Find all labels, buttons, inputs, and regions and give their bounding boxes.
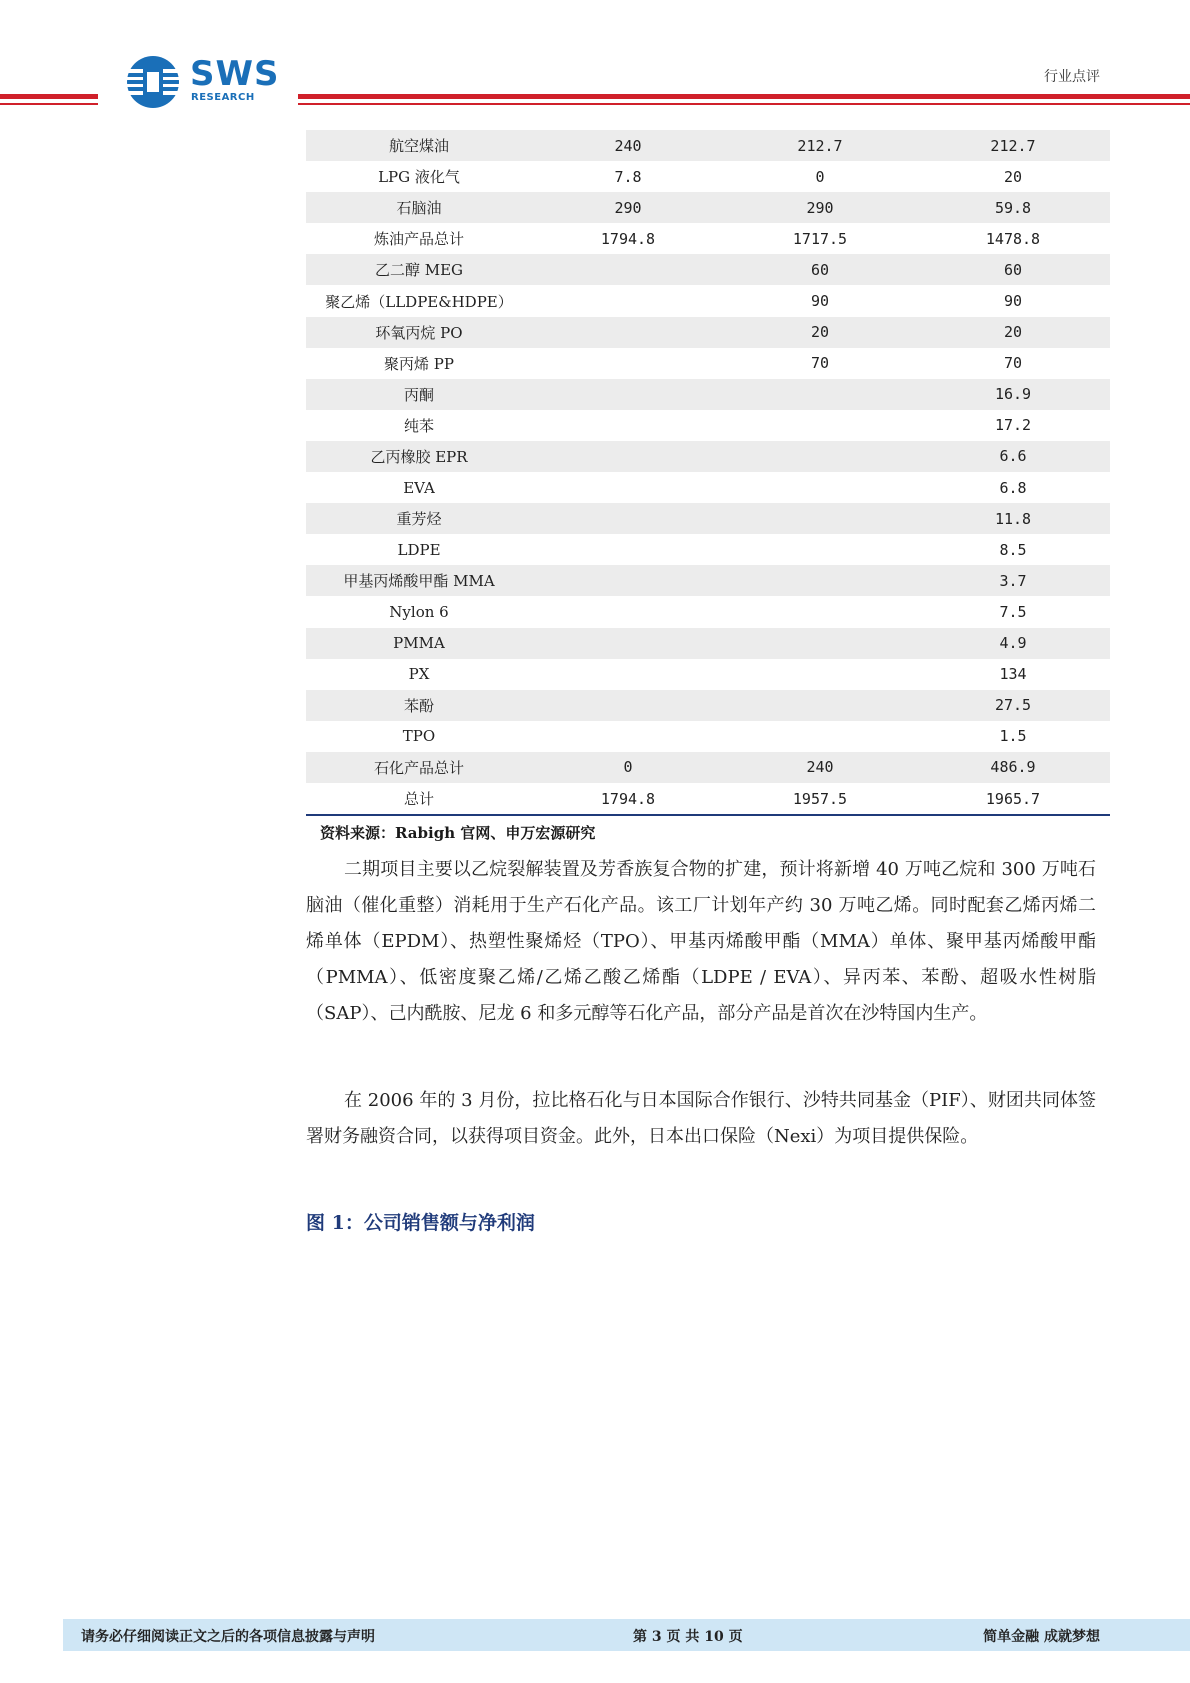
table-row <box>306 348 1110 379</box>
page-footer <box>63 1619 1190 1651</box>
table-cell-c2 <box>724 534 916 565</box>
table-cell-c3: 20 <box>916 317 1110 348</box>
table-row <box>306 223 1110 254</box>
table-cell-c1 <box>532 317 724 348</box>
table-cell-name: LPG 液化气 <box>378 168 460 187</box>
table-cell-c1 <box>532 410 724 441</box>
table-cell-c2 <box>724 503 916 534</box>
table-cell-c3: 70 <box>1003 354 1023 373</box>
table-cell-name: Nylon 6 <box>389 602 449 621</box>
table-cell-c3: 60 <box>916 254 1110 285</box>
table-cell-c1 <box>532 441 724 472</box>
table-cell-c1 <box>532 254 724 285</box>
table-cell-name: 纯苯 <box>403 416 434 435</box>
table-cell-c1: 1794.8 <box>600 229 656 248</box>
table-cell-c3: 17.2 <box>994 416 1032 435</box>
table-cell-c1 <box>532 565 724 596</box>
table-cell-c3: 212.7 <box>916 130 1110 161</box>
table-cell-name: 乙二醇 MEG <box>306 254 532 285</box>
table-cell-name: PMMA <box>306 628 532 659</box>
table-row <box>306 752 1110 783</box>
table-cell-c1 <box>532 285 724 316</box>
table-cell-c3: 4.9 <box>916 628 1110 659</box>
table-cell-name: 丙酮 <box>306 379 532 410</box>
table-cell-name: 聚乙烯（LLDPE&HDPE） <box>325 292 513 311</box>
table-cell-c3: 59.8 <box>916 192 1110 223</box>
table-row <box>306 783 1110 815</box>
table-row <box>306 192 1110 223</box>
table-cell-c2: 1717.5 <box>792 229 848 248</box>
table-cell-c2: 90 <box>810 292 830 311</box>
table-cell-c3: 90 <box>1003 292 1023 311</box>
table-cell-name: LDPE <box>397 540 441 559</box>
table-cell-c1: 1794.8 <box>532 783 724 815</box>
table-row <box>306 130 1110 161</box>
table-cell-c1: 290 <box>532 192 724 223</box>
table-cell-name: 重芳烃 <box>306 503 532 534</box>
table-cell-c1: 7.8 <box>614 167 642 186</box>
source-note: 资料来源：Rabigh 官网、申万宏源研究 <box>320 824 596 842</box>
report-type-label: 行业点评 <box>1044 69 1100 85</box>
table-cell-name: EVA <box>403 478 435 497</box>
sws-logo-icon <box>125 55 185 110</box>
table-cell-c3: 134 <box>999 665 1027 684</box>
table-cell-c3: 6.6 <box>916 441 1110 472</box>
table-cell-c2: 20 <box>724 317 916 348</box>
table-cell-c1 <box>532 628 724 659</box>
table-cell-name: 石化产品总计 <box>306 752 532 783</box>
table-cell-c1: 240 <box>532 130 724 161</box>
table-cell-c1 <box>532 472 724 503</box>
table-row <box>306 317 1110 348</box>
table-row <box>306 472 1110 503</box>
slogan-text: 简单金融 成就梦想 <box>983 1629 1100 1645</box>
table-cell-name: 乙丙橡胶 EPR <box>306 441 532 472</box>
table-cell-c3: 1965.7 <box>916 783 1110 815</box>
table-cell-c2 <box>724 690 916 721</box>
header-rule <box>298 94 1190 99</box>
table-row <box>306 534 1110 565</box>
table-cell-c2 <box>724 596 916 627</box>
table-cell-c2 <box>724 659 916 690</box>
table-row <box>306 628 1110 659</box>
table-cell-c2 <box>724 628 916 659</box>
table-cell-c2 <box>724 472 916 503</box>
table-cell-c3: 20 <box>1003 167 1023 186</box>
table-cell-name: PX <box>408 665 430 684</box>
header-rule <box>298 103 1190 105</box>
table-cell-c2 <box>724 379 916 410</box>
table-cell-c2: 290 <box>724 192 916 223</box>
table-row <box>306 503 1110 534</box>
table-cell-c1: 0 <box>532 752 724 783</box>
table-row <box>306 161 1110 192</box>
table-cell-c2: 60 <box>724 254 916 285</box>
table-row <box>306 596 1110 627</box>
table-row <box>306 690 1110 721</box>
table-cell-c3: 27.5 <box>916 690 1110 721</box>
figure-title: 图 1：公司销售额与净利润 <box>306 1212 535 1234</box>
table-cell-c1 <box>532 659 724 690</box>
body-paragraph: 二期项目主要以乙烷裂解装置及芳香族复合物的扩建，预计将新增 40 万吨乙烷和 300 万吨石脑油（催化重整）消耗用于生产石化产品。该工厂计划年产约 30 万吨乙烯。同时配套乙烯丙烯二烯单体（EPDM）、热塑性聚烯烃（TPO）、甲基丙烯酸甲酯（MMA）单体、聚甲基丙烯酸甲酯（PMMA）、低密度聚乙烯/乙烯乙酸乙烯酯（LDPE / EVA）、异丙苯、苯酚、超吸水性树脂（SAP）、己内酰胺、尼龙 6 和多元醇等石化产品，部分产品是首次在沙特国内生产。 <box>306 859 1096 1024</box>
table-cell-c3: 3.7 <box>916 565 1110 596</box>
table-row <box>306 565 1110 596</box>
table-cell-c3: 16.9 <box>916 379 1110 410</box>
table-cell-c1 <box>532 596 724 627</box>
logo-subtext: RESEARCH <box>191 92 255 103</box>
table-cell-c3: 8.5 <box>999 540 1027 559</box>
table-cell-name: 聚丙烯 PP <box>384 354 454 373</box>
table-row <box>306 254 1110 285</box>
table-row <box>306 659 1110 690</box>
table-cell-c2 <box>724 441 916 472</box>
table-cell-c1 <box>532 534 724 565</box>
table-cell-c3: 11.8 <box>916 503 1110 534</box>
table-cell-c3: 6.8 <box>999 478 1027 497</box>
table-cell-c2 <box>724 410 916 441</box>
table-cell-c3: 7.5 <box>999 602 1027 621</box>
table-cell-name: 石脑油 <box>306 192 532 223</box>
table-cell-name: 航空煤油 <box>306 130 532 161</box>
table-cell-c1 <box>532 690 724 721</box>
table-cell-name: 苯酚 <box>306 690 532 721</box>
table-cell-c2: 212.7 <box>724 130 916 161</box>
table-row <box>306 379 1110 410</box>
table-cell-c2: 0 <box>815 167 825 186</box>
body-paragraph: 在 2006 年的 3 月份，拉比格石化与日本国际合作银行、沙特共同基金（PIF）、财团共同体签署财务融资合同，以获得项目资金。此外，日本出口保险（Nexi）为项目提供保险。 <box>306 1090 1096 1147</box>
table-cell-name: 甲基丙烯酸甲酯 MMA <box>306 565 532 596</box>
table-cell-c2: 240 <box>724 752 916 783</box>
table-cell-c3: 1.5 <box>999 727 1027 746</box>
table-cell-name: 炼油产品总计 <box>373 230 464 249</box>
disclaimer-text: 请务必仔细阅读正文之后的各项信息披露与声明 <box>81 1629 375 1645</box>
table-cell-c2: 1957.5 <box>724 783 916 815</box>
capacity-table <box>306 130 1110 816</box>
table-cell-name: 总计 <box>306 783 532 815</box>
table-row <box>306 410 1110 441</box>
page-number: 第 3 页 共 10 页 <box>633 1629 743 1645</box>
table-cell-c1 <box>532 721 724 752</box>
table-cell-c1 <box>532 348 724 379</box>
table-cell-name: 环氧丙烷 PO <box>306 317 532 348</box>
table-cell-c2: 70 <box>810 354 830 373</box>
table-cell-name: TPO <box>402 727 436 746</box>
table-cell-c2 <box>724 565 916 596</box>
table-cell-c1 <box>532 379 724 410</box>
header-rule <box>0 103 98 105</box>
table-cell-c1 <box>532 503 724 534</box>
logo-text: SWS <box>190 54 280 94</box>
table-cell-c3: 486.9 <box>916 752 1110 783</box>
header-rule <box>0 94 98 99</box>
table-cell-c2 <box>724 721 916 752</box>
table-row <box>306 285 1110 316</box>
table-cell-c3: 1478.8 <box>985 229 1041 248</box>
table-row <box>306 441 1110 472</box>
table-row <box>306 721 1110 752</box>
